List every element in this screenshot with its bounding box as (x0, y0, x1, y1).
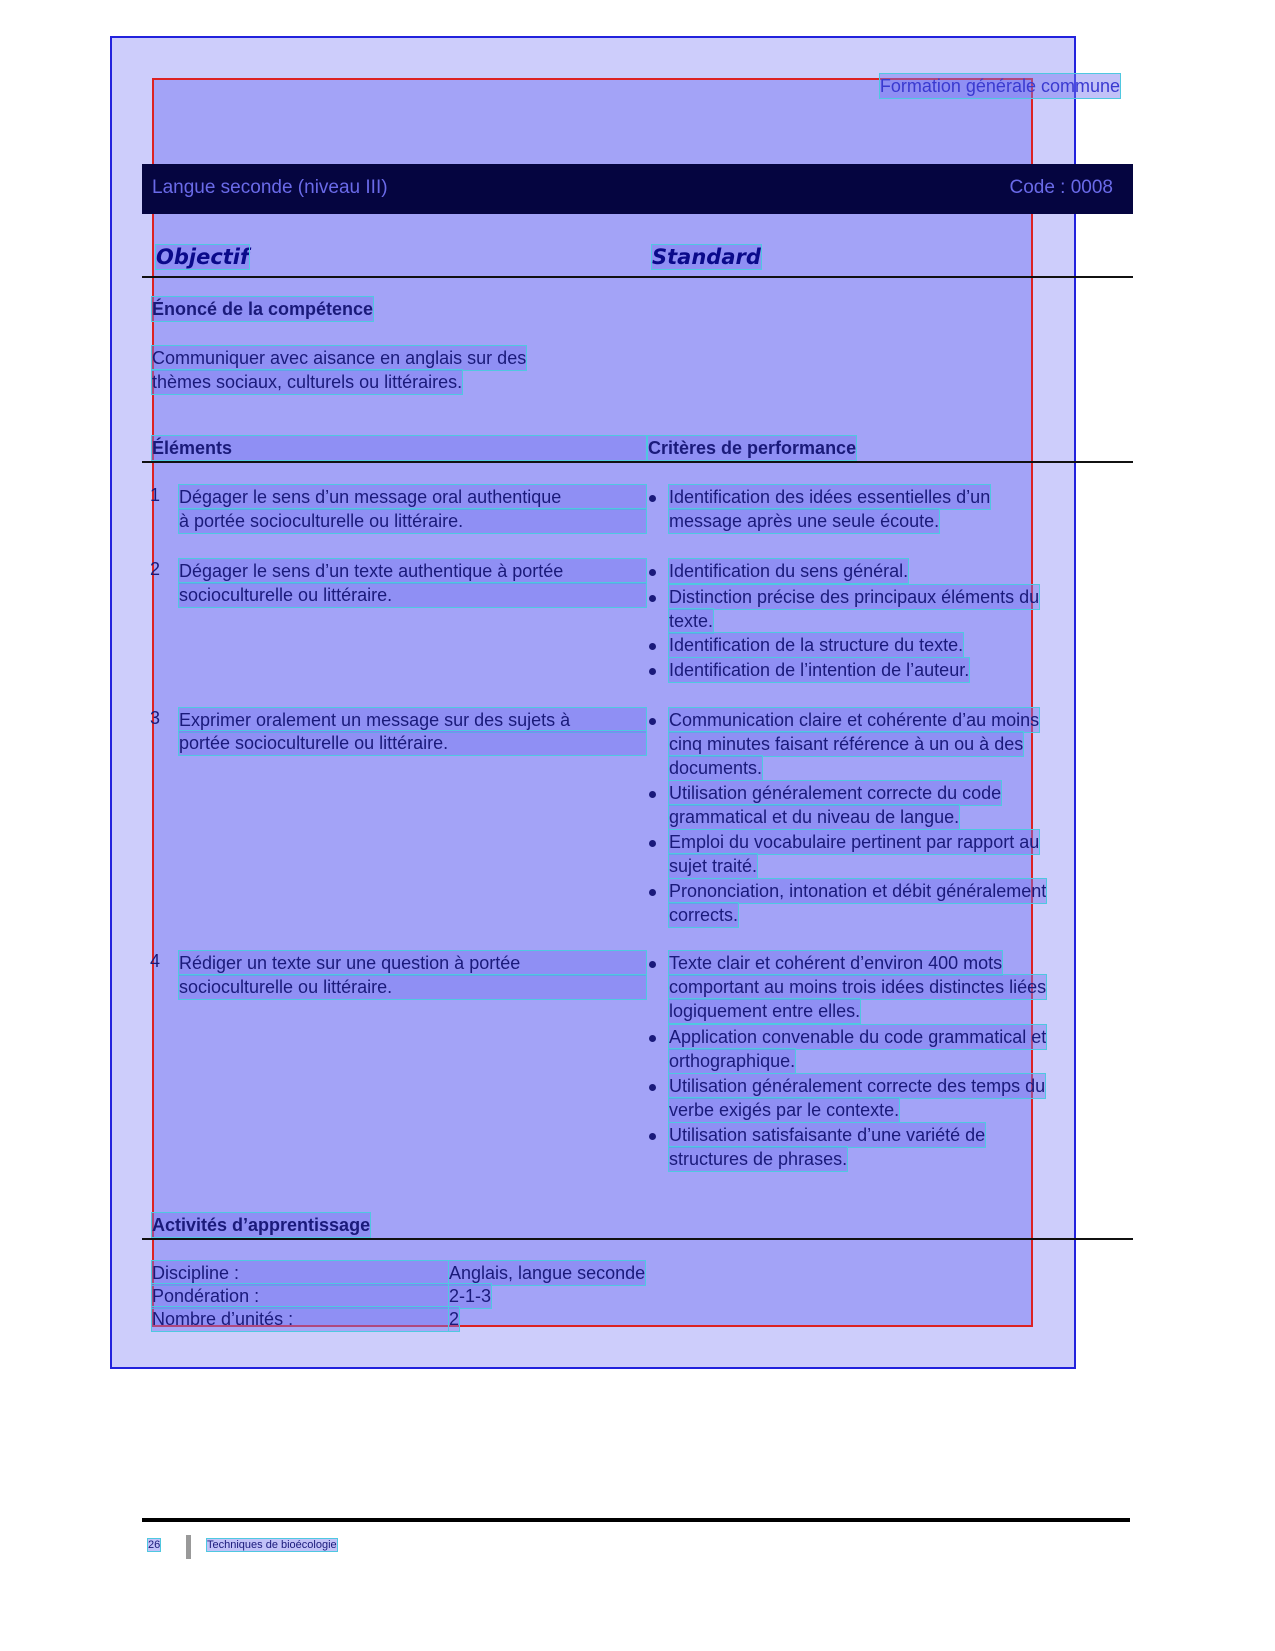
bullet-icon (649, 889, 656, 896)
ponderation-value: 2-1-3 (449, 1286, 492, 1306)
bullet-icon (649, 840, 656, 847)
criterion-line: structures de phrases. (669, 1149, 848, 1169)
criterion-line: Distinction précise des principaux éléments du (669, 587, 1040, 607)
criterion-line: Emploi du vocabulaire pertinent par rapport au (669, 832, 1040, 852)
footer-page-number: 26 (148, 1539, 161, 1551)
criterion-line: Utilisation satisfaisante d’une variété de (669, 1125, 986, 1145)
bullet-icon (649, 668, 656, 675)
element-line: portée socioculturelle ou littéraire. (179, 731, 646, 755)
criterion-line: orthographique. (669, 1051, 796, 1071)
rule-objectif (142, 276, 1133, 278)
criterion-line: sujet traité. (669, 856, 758, 876)
criterion-line: Utilisation généralement correcte des temps du (669, 1076, 1046, 1096)
criterion-line: texte. (669, 611, 714, 631)
criterion-line: Utilisation généralement correcte du code (669, 783, 1002, 803)
discipline-value: Anglais, langue seconde (449, 1263, 646, 1283)
competence-heading: Énoncé de la compétence (152, 299, 374, 319)
criterion-line: Identification des idées essentielles d’un (669, 487, 991, 507)
element-line: Rédiger un texte sur une question à portée (179, 951, 646, 975)
element-line: Dégager le sens d’un texte authentique à portée (179, 559, 646, 583)
competence-line-1: Communiquer avec aisance en anglais sur des (152, 348, 527, 368)
criterion-line: Prononciation, intonation et débit généralement (669, 881, 1047, 901)
course-code: Code : 0008 (1009, 177, 1113, 198)
bullet-icon (649, 791, 656, 798)
bullet-icon (649, 643, 656, 650)
bullet-icon (649, 569, 656, 576)
criterion-line: Texte clair et cohérent d’environ 400 mots (669, 953, 1003, 973)
element-number: 4 (150, 951, 161, 971)
bullet-icon (649, 718, 656, 725)
criterion-line: documents. (669, 758, 763, 778)
element-line: socioculturelle ou littéraire. (179, 583, 646, 607)
criterion-line: logiquement entre elles. (669, 1001, 861, 1021)
criterion-line: Application convenable du code grammatical et (669, 1027, 1047, 1047)
bullet-icon (649, 961, 656, 968)
footer-separator (186, 1535, 191, 1559)
activites-heading: Activités d’apprentissage (152, 1215, 371, 1235)
rule-activites (142, 1238, 1133, 1240)
standard-heading: Standard (652, 245, 761, 269)
criterion-line: message après une seule écoute. (669, 511, 940, 531)
bullet-icon (649, 495, 656, 502)
bullet-icon (649, 1133, 656, 1140)
criteres-heading: Critères de performance (648, 438, 857, 458)
formation-label: Formation générale commune (879, 76, 1120, 96)
criterion-line: Identification du sens général. (669, 561, 909, 581)
criterion-line: comportant au moins trois idées distinctes liées (669, 977, 1047, 997)
criterion-line: Identification de la structure du texte. (669, 635, 964, 655)
element-number: 1 (150, 485, 161, 505)
criterion-line: Communication claire et cohérente d’au moins (669, 710, 1040, 730)
element-line: socioculturelle ou littéraire. (179, 975, 646, 999)
element-line: Dégager le sens d’un message oral authentique (179, 485, 646, 509)
course-title: Langue seconde (niveau III) (152, 177, 388, 198)
bullet-icon (649, 1084, 656, 1091)
bullet-icon (649, 1035, 656, 1042)
unites-value: 2 (449, 1309, 460, 1329)
footer-program: Techniques de bioécologie (207, 1539, 337, 1551)
objectif-heading: Objectif (156, 245, 250, 269)
element-line: à portée socioculturelle ou littéraire. (179, 509, 646, 533)
ponderation-label: Pondération : (152, 1284, 448, 1308)
criterion-line: corrects. (669, 905, 739, 925)
element-number: 2 (150, 559, 161, 579)
element-line: Exprimer oralement un message sur des sujets à (179, 708, 646, 732)
criterion-line: Identification de l’intention de l’auteur. (669, 660, 970, 680)
element-number: 3 (150, 708, 161, 728)
rule-elements (142, 461, 1133, 463)
competence-line-2: thèmes sociaux, culturels ou littéraires. (152, 372, 463, 392)
footer-rule (142, 1518, 1130, 1522)
unites-label: Nombre d’unités : (152, 1307, 448, 1331)
elements-heading: Éléments (152, 436, 646, 460)
discipline-label: Discipline : (152, 1261, 448, 1285)
bullet-icon (649, 595, 656, 602)
criterion-line: grammatical et du niveau de langue. (669, 807, 960, 827)
criterion-line: cinq minutes faisant référence à un ou à des (669, 734, 1024, 754)
criterion-line: verbe exigés par le contexte. (669, 1100, 900, 1120)
